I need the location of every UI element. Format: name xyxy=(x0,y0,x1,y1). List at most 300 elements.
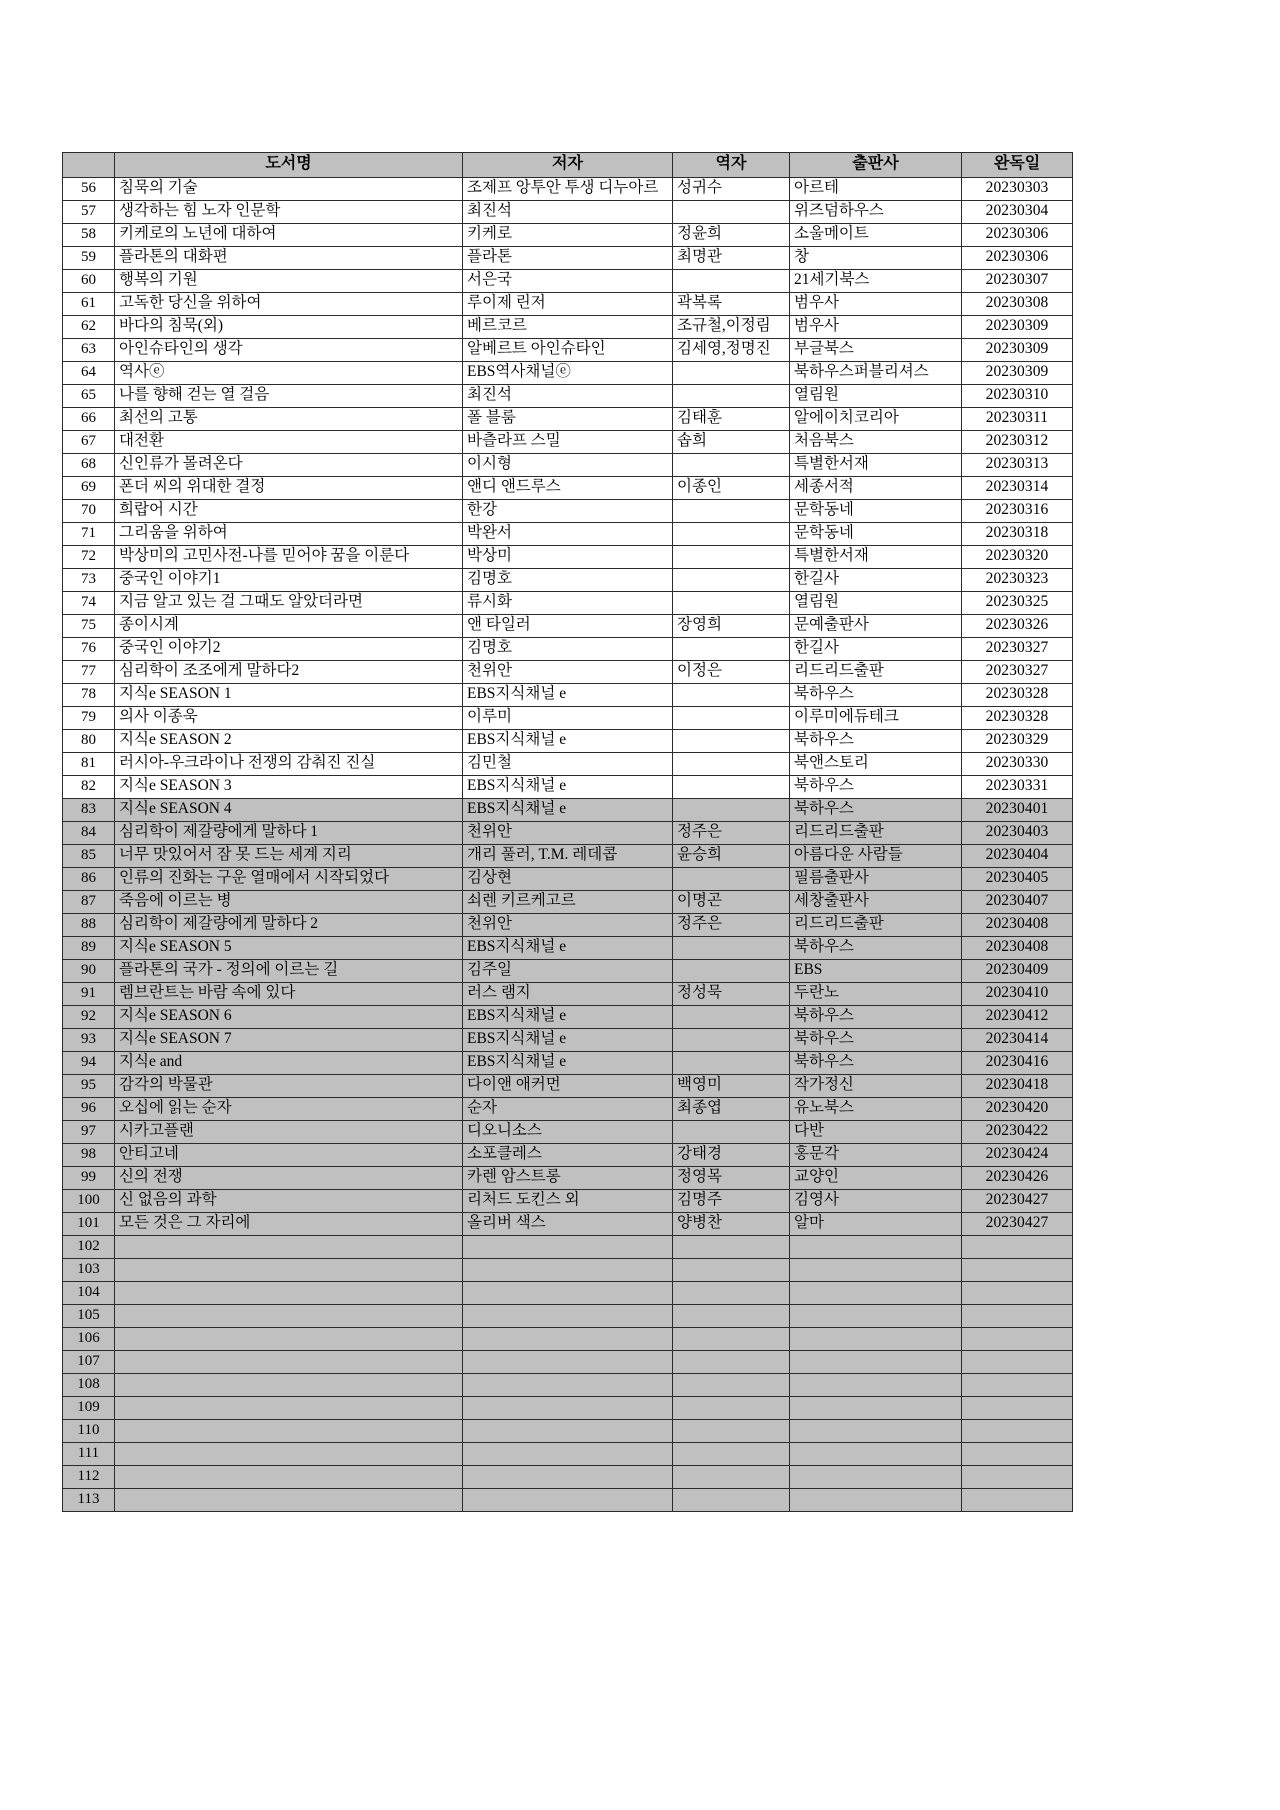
cell-finish-date: 20230426 xyxy=(962,1167,1073,1190)
cell-publisher: 유노북스 xyxy=(790,1098,962,1121)
cell-title: 죽음에 이르는 병 xyxy=(115,891,463,914)
cell-publisher: 북하우스 xyxy=(790,799,962,822)
cell-index: 91 xyxy=(63,983,115,1006)
cell-translator: 정윤희 xyxy=(673,224,790,247)
cell-finish-date: 20230408 xyxy=(962,937,1073,960)
cell-publisher: 처음북스 xyxy=(790,431,962,454)
cell-index: 93 xyxy=(63,1029,115,1052)
cell-title: 행복의 기원 xyxy=(115,270,463,293)
cell-translator: 장영희 xyxy=(673,615,790,638)
cell-finish-date xyxy=(962,1259,1073,1282)
table-row xyxy=(63,615,1073,638)
cell-translator xyxy=(673,1029,790,1052)
cell-publisher: 세종서적 xyxy=(790,477,962,500)
cell-index: 97 xyxy=(63,1121,115,1144)
cell-publisher: 북하우스 xyxy=(790,730,962,753)
table-row xyxy=(63,960,1073,983)
cell-publisher xyxy=(790,1397,962,1420)
cell-title: 의사 이종욱 xyxy=(115,707,463,730)
cell-index: 88 xyxy=(63,914,115,937)
cell-finish-date: 20230304 xyxy=(962,201,1073,224)
cell-author xyxy=(463,1236,673,1259)
cell-author: EBS역사채널ⓔ xyxy=(463,362,673,385)
table-row xyxy=(63,523,1073,546)
cell-author: EBS지식채널 e xyxy=(463,1052,673,1075)
cell-translator: 양병찬 xyxy=(673,1213,790,1236)
cell-index: 71 xyxy=(63,523,115,546)
cell-translator: 이정은 xyxy=(673,661,790,684)
cell-author: 다이앤 애커먼 xyxy=(463,1075,673,1098)
cell-finish-date: 20230427 xyxy=(962,1213,1073,1236)
cell-author xyxy=(463,1374,673,1397)
cell-index: 59 xyxy=(63,247,115,270)
table-row xyxy=(63,408,1073,431)
cell-author: 이루미 xyxy=(463,707,673,730)
cell-translator: 김태훈 xyxy=(673,408,790,431)
cell-finish-date: 20230403 xyxy=(962,822,1073,845)
table-row xyxy=(63,1351,1073,1374)
table-row xyxy=(63,684,1073,707)
cell-title: 박상미의 고민사전-나를 믿어야 꿈을 이룬다 xyxy=(115,546,463,569)
cell-author xyxy=(463,1489,673,1512)
table-row xyxy=(63,891,1073,914)
cell-title: 나를 향해 걷는 열 걸음 xyxy=(115,385,463,408)
cell-finish-date: 20230418 xyxy=(962,1075,1073,1098)
table-row xyxy=(63,1006,1073,1029)
table-row xyxy=(63,868,1073,891)
cell-author: 바츨라프 스밀 xyxy=(463,431,673,454)
cell-finish-date: 20230328 xyxy=(962,684,1073,707)
cell-author xyxy=(463,1397,673,1420)
cell-author xyxy=(463,1305,673,1328)
cell-translator: 강태경 xyxy=(673,1144,790,1167)
cell-publisher: 부글북스 xyxy=(790,339,962,362)
cell-translator: 백영미 xyxy=(673,1075,790,1098)
cell-author: 이시형 xyxy=(463,454,673,477)
cell-publisher: 문학동네 xyxy=(790,523,962,546)
cell-author xyxy=(463,1328,673,1351)
cell-title: 지식e and xyxy=(115,1052,463,1075)
cell-translator xyxy=(673,776,790,799)
cell-index: 87 xyxy=(63,891,115,914)
cell-translator: 이명곤 xyxy=(673,891,790,914)
cell-title: 인류의 진화는 구운 열매에서 시작되었다 xyxy=(115,868,463,891)
cell-title: 중국인 이야기1 xyxy=(115,569,463,592)
cell-finish-date: 20230325 xyxy=(962,592,1073,615)
cell-index: 102 xyxy=(63,1236,115,1259)
cell-publisher xyxy=(790,1420,962,1443)
cell-title xyxy=(115,1282,463,1305)
cell-finish-date: 20230412 xyxy=(962,1006,1073,1029)
cell-finish-date: 20230427 xyxy=(962,1190,1073,1213)
cell-index: 75 xyxy=(63,615,115,638)
cell-index: 58 xyxy=(63,224,115,247)
cell-finish-date xyxy=(962,1305,1073,1328)
cell-finish-date: 20230318 xyxy=(962,523,1073,546)
table-row xyxy=(63,569,1073,592)
cell-index: 94 xyxy=(63,1052,115,1075)
cell-publisher: 범우사 xyxy=(790,316,962,339)
cell-index: 69 xyxy=(63,477,115,500)
cell-author: 폴 블룸 xyxy=(463,408,673,431)
table-row xyxy=(63,845,1073,868)
cell-publisher: 알마 xyxy=(790,1213,962,1236)
table-row xyxy=(63,1259,1073,1282)
cell-index: 80 xyxy=(63,730,115,753)
cell-author xyxy=(463,1443,673,1466)
cell-finish-date: 20230420 xyxy=(962,1098,1073,1121)
table-row xyxy=(63,1443,1073,1466)
cell-publisher xyxy=(790,1443,962,1466)
table-header-row xyxy=(63,153,1073,178)
cell-publisher: 21세기북스 xyxy=(790,270,962,293)
cell-author: 김주일 xyxy=(463,960,673,983)
cell-author xyxy=(463,1259,673,1282)
cell-publisher: 북하우스 xyxy=(790,1029,962,1052)
table-row xyxy=(63,707,1073,730)
cell-translator xyxy=(673,362,790,385)
cell-translator: 김명주 xyxy=(673,1190,790,1213)
cell-finish-date: 20230310 xyxy=(962,385,1073,408)
cell-publisher: 특별한서재 xyxy=(790,454,962,477)
cell-index: 82 xyxy=(63,776,115,799)
cell-index: 72 xyxy=(63,546,115,569)
cell-title xyxy=(115,1443,463,1466)
cell-author: EBS지식채널 e xyxy=(463,937,673,960)
cell-title: 희랍어 시간 xyxy=(115,500,463,523)
cell-translator xyxy=(673,1121,790,1144)
cell-title: 종이시계 xyxy=(115,615,463,638)
cell-finish-date: 20230404 xyxy=(962,845,1073,868)
cell-title: 지금 알고 있는 걸 그때도 알았더라면 xyxy=(115,592,463,615)
cell-translator xyxy=(673,1397,790,1420)
cell-translator: 곽복록 xyxy=(673,293,790,316)
table-row xyxy=(63,914,1073,937)
cell-author: 디오니소스 xyxy=(463,1121,673,1144)
cell-title: 러시아-우크라이나 전쟁의 감춰진 진실 xyxy=(115,753,463,776)
cell-title xyxy=(115,1489,463,1512)
cell-publisher: 리드리드출판 xyxy=(790,822,962,845)
cell-finish-date: 20230327 xyxy=(962,638,1073,661)
cell-translator xyxy=(673,730,790,753)
cell-title: 고독한 당신을 위하여 xyxy=(115,293,463,316)
cell-publisher: EBS xyxy=(790,960,962,983)
cell-index: 76 xyxy=(63,638,115,661)
cell-author: 김명호 xyxy=(463,638,673,661)
cell-translator: 정성묵 xyxy=(673,983,790,1006)
cell-title xyxy=(115,1466,463,1489)
table-row xyxy=(63,1282,1073,1305)
table-row xyxy=(63,1167,1073,1190)
cell-author: 서은국 xyxy=(463,270,673,293)
cell-publisher: 이루미에듀테크 xyxy=(790,707,962,730)
cell-author: 리처드 도킨스 외 xyxy=(463,1190,673,1213)
cell-publisher: 특별한서재 xyxy=(790,546,962,569)
cell-index: 90 xyxy=(63,960,115,983)
table-row xyxy=(63,1121,1073,1144)
table-row xyxy=(63,546,1073,569)
cell-finish-date: 20230405 xyxy=(962,868,1073,891)
cell-title: 심리학이 제갈량에게 말하다 1 xyxy=(115,822,463,845)
table-row xyxy=(63,1052,1073,1075)
cell-publisher: 북하우스퍼블리셔스 xyxy=(790,362,962,385)
cell-author: 류시화 xyxy=(463,592,673,615)
cell-title: 신의 전쟁 xyxy=(115,1167,463,1190)
cell-title: 지식e SEASON 5 xyxy=(115,937,463,960)
cell-finish-date xyxy=(962,1236,1073,1259)
cell-finish-date: 20230309 xyxy=(962,316,1073,339)
cell-translator xyxy=(673,1351,790,1374)
cell-translator xyxy=(673,799,790,822)
table-body xyxy=(63,178,1073,1512)
cell-title: 지식e SEASON 6 xyxy=(115,1006,463,1029)
cell-title: 플라톤의 대화편 xyxy=(115,247,463,270)
cell-publisher xyxy=(790,1489,962,1512)
cell-translator xyxy=(673,960,790,983)
cell-finish-date: 20230408 xyxy=(962,914,1073,937)
cell-title: 플라톤의 국가 - 정의에 이르는 길 xyxy=(115,960,463,983)
cell-translator: 정주은 xyxy=(673,822,790,845)
cell-publisher: 북하우스 xyxy=(790,937,962,960)
cell-author: EBS지식채널 e xyxy=(463,776,673,799)
cell-translator xyxy=(673,1259,790,1282)
cell-finish-date: 20230320 xyxy=(962,546,1073,569)
cell-author: EBS지식채널 e xyxy=(463,1006,673,1029)
cell-index: 103 xyxy=(63,1259,115,1282)
cell-publisher: 필름출판사 xyxy=(790,868,962,891)
cell-translator: 성귀수 xyxy=(673,178,790,201)
cell-publisher: 작가정신 xyxy=(790,1075,962,1098)
cell-author xyxy=(463,1466,673,1489)
table-row xyxy=(63,339,1073,362)
cell-finish-date: 20230313 xyxy=(962,454,1073,477)
cell-translator xyxy=(673,523,790,546)
cell-index: 110 xyxy=(63,1420,115,1443)
cell-finish-date: 20230327 xyxy=(962,661,1073,684)
cell-publisher: 다반 xyxy=(790,1121,962,1144)
cell-index: 70 xyxy=(63,500,115,523)
table-row xyxy=(63,1466,1073,1489)
table-row xyxy=(63,454,1073,477)
cell-index: 77 xyxy=(63,661,115,684)
cell-title: 신인류가 몰려온다 xyxy=(115,454,463,477)
cell-title xyxy=(115,1305,463,1328)
cell-publisher: 김영사 xyxy=(790,1190,962,1213)
cell-title: 지식e SEASON 2 xyxy=(115,730,463,753)
cell-title: 모든 것은 그 자리에 xyxy=(115,1213,463,1236)
cell-author: 쇠렌 키르케고르 xyxy=(463,891,673,914)
cell-publisher: 알에이치코리아 xyxy=(790,408,962,431)
cell-finish-date: 20230303 xyxy=(962,178,1073,201)
column-header-translator: 역자 xyxy=(673,153,790,178)
cell-index: 73 xyxy=(63,569,115,592)
cell-translator: 최명관 xyxy=(673,247,790,270)
cell-finish-date: 20230314 xyxy=(962,477,1073,500)
table-row xyxy=(63,316,1073,339)
cell-index: 67 xyxy=(63,431,115,454)
cell-finish-date: 20230414 xyxy=(962,1029,1073,1052)
cell-translator xyxy=(673,1006,790,1029)
cell-translator xyxy=(673,753,790,776)
cell-publisher xyxy=(790,1466,962,1489)
cell-translator xyxy=(673,500,790,523)
cell-author: 소포클레스 xyxy=(463,1144,673,1167)
cell-finish-date: 20230410 xyxy=(962,983,1073,1006)
cell-translator: 최종엽 xyxy=(673,1098,790,1121)
cell-title: 지식e SEASON 1 xyxy=(115,684,463,707)
cell-title: 오십에 읽는 순자 xyxy=(115,1098,463,1121)
cell-publisher xyxy=(790,1259,962,1282)
cell-title: 렘브란트는 바람 속에 있다 xyxy=(115,983,463,1006)
cell-finish-date: 20230306 xyxy=(962,224,1073,247)
reading-log-table xyxy=(62,152,1073,1512)
cell-finish-date xyxy=(962,1328,1073,1351)
cell-finish-date: 20230307 xyxy=(962,270,1073,293)
cell-finish-date xyxy=(962,1466,1073,1489)
table-row xyxy=(63,178,1073,201)
cell-index: 64 xyxy=(63,362,115,385)
table-row xyxy=(63,293,1073,316)
table-row xyxy=(63,1374,1073,1397)
table-row xyxy=(63,937,1073,960)
column-header-finish-date: 완독일 xyxy=(962,153,1073,178)
table-row xyxy=(63,799,1073,822)
cell-title xyxy=(115,1259,463,1282)
cell-index: 74 xyxy=(63,592,115,615)
table-row xyxy=(63,477,1073,500)
cell-index: 111 xyxy=(63,1443,115,1466)
cell-author: 김상현 xyxy=(463,868,673,891)
table-row xyxy=(63,1305,1073,1328)
table-row xyxy=(63,1190,1073,1213)
cell-title xyxy=(115,1374,463,1397)
cell-author: 천위안 xyxy=(463,661,673,684)
cell-finish-date: 20230309 xyxy=(962,339,1073,362)
cell-translator xyxy=(673,1282,790,1305)
cell-index: 106 xyxy=(63,1328,115,1351)
table-row xyxy=(63,753,1073,776)
cell-title xyxy=(115,1236,463,1259)
table-row xyxy=(63,385,1073,408)
cell-translator xyxy=(673,1443,790,1466)
cell-index: 92 xyxy=(63,1006,115,1029)
table-row xyxy=(63,1098,1073,1121)
table-row xyxy=(63,776,1073,799)
cell-index: 78 xyxy=(63,684,115,707)
cell-author: 앤디 앤드루스 xyxy=(463,477,673,500)
cell-index: 112 xyxy=(63,1466,115,1489)
cell-finish-date xyxy=(962,1282,1073,1305)
cell-translator xyxy=(673,270,790,293)
cell-index: 56 xyxy=(63,178,115,201)
cell-publisher: 두란노 xyxy=(790,983,962,1006)
cell-author xyxy=(463,1420,673,1443)
cell-translator xyxy=(673,201,790,224)
cell-title: 아인슈타인의 생각 xyxy=(115,339,463,362)
cell-finish-date: 20230328 xyxy=(962,707,1073,730)
cell-translator: 솝희 xyxy=(673,431,790,454)
cell-title: 키케로의 노년에 대하여 xyxy=(115,224,463,247)
cell-title xyxy=(115,1397,463,1420)
cell-publisher: 세창출판사 xyxy=(790,891,962,914)
cell-translator: 김세영,정명진 xyxy=(673,339,790,362)
table-row xyxy=(63,431,1073,454)
cell-author: 박상미 xyxy=(463,546,673,569)
cell-finish-date: 20230309 xyxy=(962,362,1073,385)
cell-translator xyxy=(673,1420,790,1443)
cell-finish-date: 20230331 xyxy=(962,776,1073,799)
cell-publisher: 아르테 xyxy=(790,178,962,201)
cell-translator: 윤승희 xyxy=(673,845,790,868)
cell-index: 65 xyxy=(63,385,115,408)
cell-title xyxy=(115,1328,463,1351)
column-header-title: 도서명 xyxy=(115,153,463,178)
cell-title: 폰더 씨의 위대한 결정 xyxy=(115,477,463,500)
cell-publisher: 창 xyxy=(790,247,962,270)
cell-publisher: 홍문각 xyxy=(790,1144,962,1167)
cell-finish-date: 20230422 xyxy=(962,1121,1073,1144)
cell-finish-date: 20230416 xyxy=(962,1052,1073,1075)
cell-translator: 정영목 xyxy=(673,1167,790,1190)
cell-translator xyxy=(673,638,790,661)
cell-publisher: 북하우스 xyxy=(790,1006,962,1029)
cell-author: 키케로 xyxy=(463,224,673,247)
cell-publisher: 문학동네 xyxy=(790,500,962,523)
cell-publisher: 북하우스 xyxy=(790,684,962,707)
cell-author: 개리 풀러, T.M. 레데콥 xyxy=(463,845,673,868)
cell-index: 60 xyxy=(63,270,115,293)
cell-title: 심리학이 제갈량에게 말하다 2 xyxy=(115,914,463,937)
cell-title: 시카고플랜 xyxy=(115,1121,463,1144)
cell-finish-date: 20230312 xyxy=(962,431,1073,454)
cell-publisher: 북하우스 xyxy=(790,776,962,799)
cell-title: 신 없음의 과학 xyxy=(115,1190,463,1213)
cell-publisher: 열림원 xyxy=(790,592,962,615)
cell-title xyxy=(115,1351,463,1374)
cell-author: 김명호 xyxy=(463,569,673,592)
cell-translator xyxy=(673,868,790,891)
cell-title: 지식e SEASON 3 xyxy=(115,776,463,799)
table-row xyxy=(63,592,1073,615)
cell-author: 러스 램지 xyxy=(463,983,673,1006)
cell-title: 역사ⓔ xyxy=(115,362,463,385)
cell-publisher: 북앤스토리 xyxy=(790,753,962,776)
cell-finish-date: 20230323 xyxy=(962,569,1073,592)
cell-publisher: 소울메이트 xyxy=(790,224,962,247)
cell-finish-date xyxy=(962,1489,1073,1512)
cell-finish-date: 20230407 xyxy=(962,891,1073,914)
cell-translator: 조규철,이정림 xyxy=(673,316,790,339)
cell-index: 105 xyxy=(63,1305,115,1328)
column-header-author: 저자 xyxy=(463,153,673,178)
cell-index: 100 xyxy=(63,1190,115,1213)
cell-index: 89 xyxy=(63,937,115,960)
table-row xyxy=(63,730,1073,753)
cell-index: 108 xyxy=(63,1374,115,1397)
table-row xyxy=(63,1328,1073,1351)
table-row xyxy=(63,1489,1073,1512)
cell-author: 김민철 xyxy=(463,753,673,776)
cell-publisher: 리드리드출판 xyxy=(790,661,962,684)
cell-finish-date: 20230306 xyxy=(962,247,1073,270)
cell-author: 조제프 앙투안 투생 디누아르 xyxy=(463,178,673,201)
cell-index: 109 xyxy=(63,1397,115,1420)
table-row xyxy=(63,224,1073,247)
cell-index: 85 xyxy=(63,845,115,868)
cell-index: 68 xyxy=(63,454,115,477)
cell-author xyxy=(463,1351,673,1374)
cell-translator xyxy=(673,1466,790,1489)
